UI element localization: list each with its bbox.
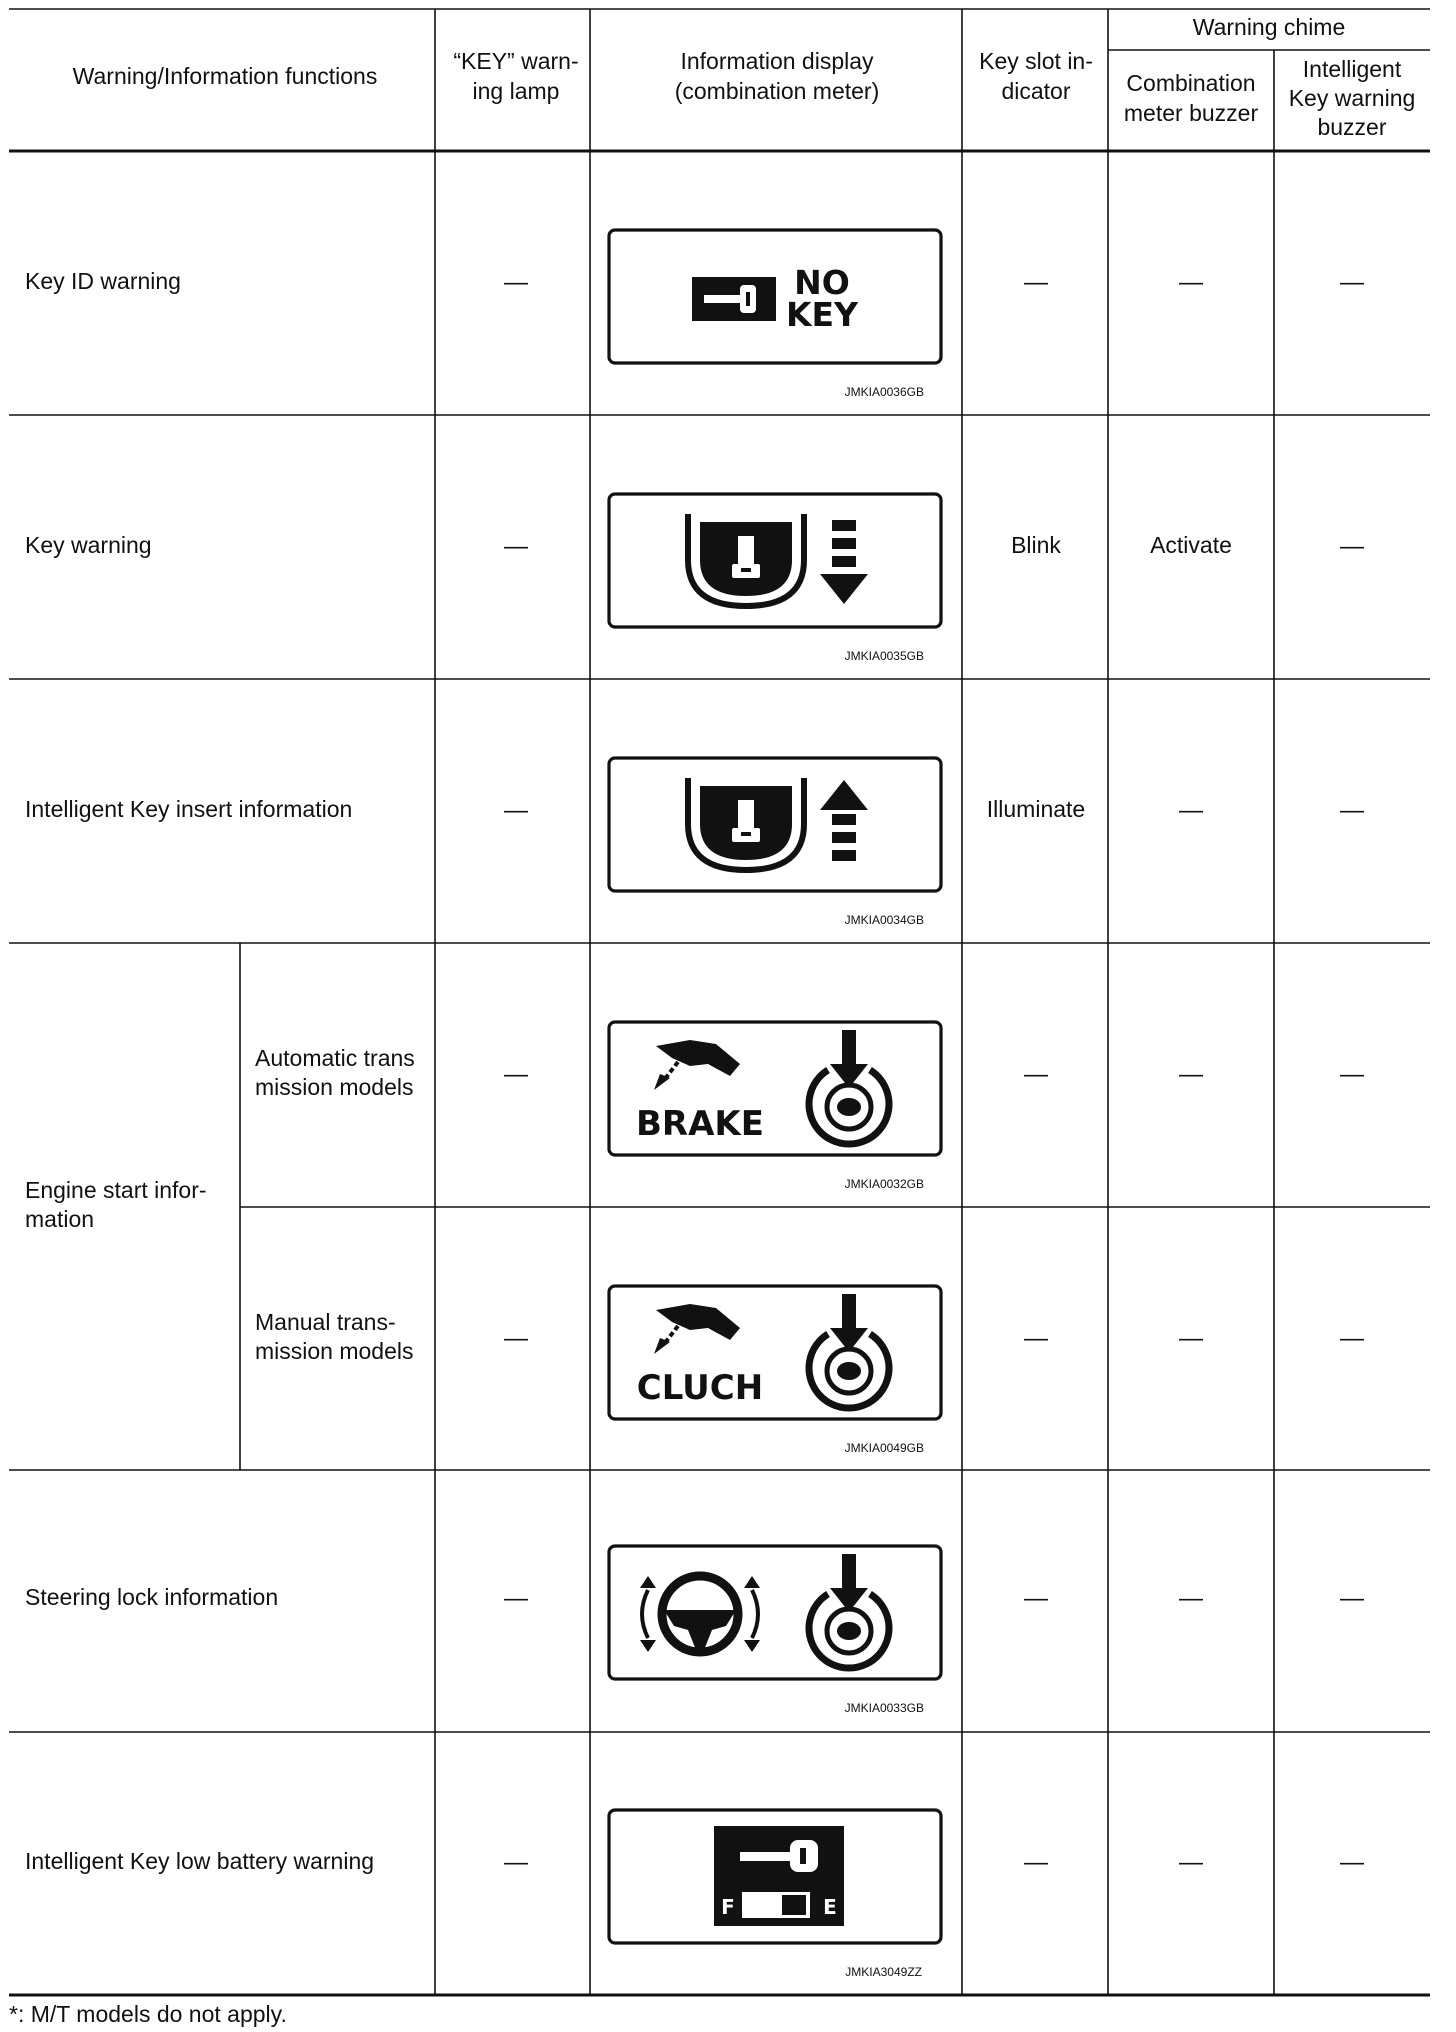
meter-buzzer-value: —: [1179, 1061, 1203, 1088]
figure-code: JMKIA3049ZZ: [845, 1965, 922, 1979]
key-lamp-value: —: [504, 797, 528, 824]
key-slot-value: Illuminate: [986, 796, 1086, 822]
table-row: [25, 230, 1364, 399]
table-row: [25, 1810, 1364, 1979]
engine-start-label-line2: mation: [25, 1206, 95, 1232]
key-lamp-value: —: [504, 1585, 528, 1612]
row-subtype-line1: Automatic trans: [255, 1045, 415, 1071]
key-slot-value: —: [1024, 1061, 1048, 1088]
figure-code: JMKIA0036GB: [844, 385, 924, 399]
row-function-name: Steering lock information: [25, 1584, 279, 1610]
fuel-f-label: F: [721, 1895, 735, 1919]
key-slot-value: —: [1024, 1849, 1048, 1876]
meter-buzzer-value: —: [1179, 1585, 1203, 1612]
key-lamp-value: —: [504, 1325, 528, 1352]
table-row: [255, 1022, 1364, 1191]
footnote: *: M/T models do not apply.: [9, 2001, 287, 2027]
header-info-display-line2: (combination meter): [674, 78, 880, 104]
figure-code: JMKIA0032GB: [844, 1177, 924, 1191]
engine-start-label-line1: Engine start infor-: [25, 1177, 207, 1203]
meter-buzzer-value: —: [1179, 1849, 1203, 1876]
ikey-buzzer-value: —: [1340, 1325, 1364, 1352]
meter-buzzer-value: —: [1179, 797, 1203, 824]
ikey-buzzer-value: —: [1340, 1061, 1364, 1088]
clutch-text: CLUCH: [636, 1368, 764, 1408]
row-subtype-line2: mission models: [255, 1338, 414, 1364]
meter-buzzer-value: —: [1179, 1325, 1203, 1352]
figure-code: JMKIA0035GB: [844, 649, 924, 663]
header-functions: Warning/Information functions: [72, 63, 378, 89]
row-subtype-line2: mission models: [255, 1074, 414, 1100]
row-function-name: Key ID warning: [25, 268, 181, 294]
key-low-battery-icon: [714, 1826, 844, 1926]
key-slot-value: Blink: [1011, 532, 1061, 558]
ikey-buzzer-value: —: [1340, 533, 1364, 560]
header-key-lamp-line1: “KEY” warn-: [453, 48, 579, 74]
key-slot-value: —: [1024, 269, 1048, 296]
header-ikey-buzzer-line1: Intelligent: [1302, 56, 1402, 82]
figure-code: JMKIA0034GB: [844, 913, 924, 927]
key-text: KEY: [785, 295, 859, 334]
ikey-buzzer-value: —: [1340, 797, 1364, 824]
header-ikey-buzzer-line3: buzzer: [1317, 114, 1387, 140]
key-slot-value: —: [1024, 1325, 1048, 1352]
key-lamp-value: —: [504, 1061, 528, 1088]
figure-code: JMKIA0033GB: [844, 1701, 924, 1715]
table-row: [255, 1286, 1364, 1455]
key-lamp-value: —: [504, 533, 528, 560]
header-key-lamp-line2: ing lamp: [472, 78, 560, 104]
header-key-slot-line2: dicator: [1001, 78, 1071, 104]
header-key-slot-line1: Key slot in-: [979, 48, 1093, 74]
row-function-name: Intelligent Key insert information: [25, 796, 353, 822]
brake-text: BRAKE: [636, 1104, 764, 1144]
figure-code: JMKIA0049GB: [844, 1441, 924, 1455]
header-ikey-buzzer-line2: Key warning: [1288, 85, 1416, 111]
table-header: [73, 14, 1416, 140]
fuel-e-label: E: [823, 1895, 837, 1919]
table-row: [25, 494, 1364, 663]
header-meter-buzzer-line2: meter buzzer: [1123, 100, 1259, 126]
header-meter-buzzer-line1: Combination: [1126, 70, 1256, 96]
meter-buzzer-value: —: [1179, 269, 1203, 296]
ikey-buzzer-value: —: [1340, 269, 1364, 296]
header-info-display-line1: Information display: [680, 48, 874, 74]
table-row: [25, 1546, 1364, 1715]
row-function-name: Key warning: [25, 532, 152, 558]
row-subtype-line1: Manual trans-: [255, 1309, 396, 1335]
engine-start-group: [25, 1177, 207, 1232]
key-slot-value: —: [1024, 1585, 1048, 1612]
key-lamp-value: —: [504, 1849, 528, 1876]
header-warning-chime: Warning chime: [1192, 14, 1346, 40]
key-lamp-value: —: [504, 269, 528, 296]
meter-buzzer-value: Activate: [1150, 532, 1232, 558]
ikey-buzzer-value: —: [1340, 1585, 1364, 1612]
row-function-name: Intelligent Key low battery warning: [25, 1848, 375, 1874]
ikey-buzzer-value: —: [1340, 1849, 1364, 1876]
no-text: NO: [794, 263, 850, 302]
table-row: [25, 758, 1364, 927]
